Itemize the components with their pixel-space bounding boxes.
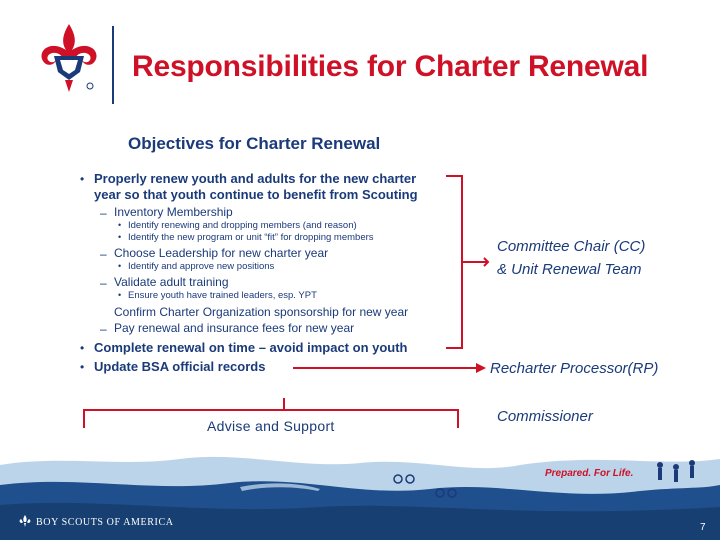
- footer-tagline: Prepared. For Life.: [545, 468, 634, 479]
- bullet-icon: •: [118, 220, 122, 230]
- dash-icon: –: [100, 276, 107, 290]
- bullet-icon: •: [80, 341, 85, 355]
- objective-validate-sub1: Ensure youth have trained leaders, esp. YPT: [128, 290, 317, 301]
- objective-update: Update BSA official records: [94, 359, 266, 374]
- footer-brand: BOY SCOUTS OF AMERICA: [36, 517, 174, 528]
- objective-choose: Choose Leadership for new charter year: [114, 246, 329, 260]
- bsa-mini-logo-icon: [18, 514, 32, 528]
- objective-choose-sub1: Identify and approve new positions: [128, 261, 275, 272]
- recharter-arrow: [293, 363, 486, 373]
- page-number: 7: [700, 522, 706, 533]
- bullet-icon: •: [80, 360, 85, 374]
- objective-renew-line1: Properly renew youth and adults for the new charter: [94, 171, 417, 186]
- objective-complete: Complete renewal on time – avoid impact on youth: [94, 340, 408, 355]
- dash-icon: –: [100, 322, 107, 336]
- bullet-icon: •: [118, 261, 122, 271]
- objective-renew-line2: year so that youth continue to benefit from Scouting: [94, 187, 418, 202]
- objectives-heading: Objectives for Charter Renewal: [128, 134, 381, 153]
- dash-icon: –: [100, 206, 107, 220]
- advise-support-label: Advise and Support: [207, 418, 335, 434]
- role-committee-chair: Committee Chair (CC): [497, 238, 646, 255]
- committee-bracket: [446, 176, 488, 348]
- bullet-icon: •: [80, 172, 85, 186]
- role-commissioner: Commissioner: [497, 408, 593, 425]
- objective-pay: Pay renewal and insurance fees for new year: [114, 321, 355, 335]
- role-unit-renewal-team: & Unit Renewal Team: [497, 261, 642, 278]
- bullet-icon: •: [118, 290, 122, 300]
- objective-inventory-sub2: Identify the new program or unit “fit” for dropping members: [128, 232, 374, 243]
- role-recharter-processor: Recharter Processor(RP): [490, 360, 659, 377]
- dash-icon: –: [100, 247, 107, 261]
- objective-inventory: Inventory Membership: [114, 205, 233, 219]
- page-title: Responsibilities for Charter Renewal: [132, 50, 649, 83]
- objective-inventory-sub1: Identify renewing and dropping members (and reason): [128, 220, 357, 231]
- objective-validate: Validate adult training: [114, 275, 229, 289]
- bullet-icon: •: [118, 232, 122, 242]
- objective-confirm: Confirm Charter Organization sponsorship for new year: [114, 305, 409, 319]
